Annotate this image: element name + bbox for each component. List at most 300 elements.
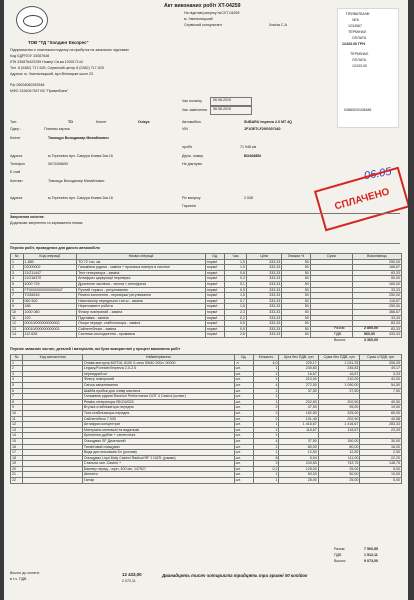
table-cell: 1,0 [225, 265, 247, 271]
complaints-text: Додаткове звернення та зауваження немає. [10, 221, 84, 225]
table-cell: Очищувач SF Дизельний [82, 438, 234, 444]
col-executor: Виконавець [352, 254, 401, 260]
table-cell: Ганчір [82, 478, 234, 484]
table-cell: 1 031,25 [318, 360, 360, 366]
payer-value: Платник картка [44, 127, 70, 131]
table-cell: 13 [11, 427, 23, 433]
table-cell: шт. [234, 422, 253, 428]
table-cell: 433,33 [352, 332, 401, 338]
table-cell: 4,0 [253, 360, 279, 366]
table-cell: 062 602 [23, 298, 77, 304]
table-cell: 1 [253, 444, 279, 450]
table-cell: 743,75 [318, 461, 360, 467]
table-cell: 210,00 [318, 377, 360, 383]
table-cell: Ручний тормоз - регулювання [77, 287, 206, 293]
table-cell: 1 416,67 [318, 422, 360, 428]
table-cell: Ремінь генератора ISKO4/024 [82, 399, 234, 405]
table-cell: 1,5 [225, 304, 247, 310]
table-cell: 250,00 [352, 259, 401, 265]
table-cell: норм/г [205, 265, 224, 271]
table-cell: 1 [253, 422, 279, 428]
col-code: Код операції [23, 254, 77, 260]
table-cell: 160,00 [352, 281, 401, 287]
table-cell: 1000 080 [23, 309, 77, 315]
table-cell: шт. [234, 478, 253, 484]
table-cell: 1,5 [225, 293, 247, 299]
mileage-label: пробіг [182, 145, 193, 149]
table-cell: 50 [282, 259, 310, 265]
table-cell: 40,50 [360, 399, 402, 405]
table-cell: 6 [11, 287, 24, 293]
table-cell: 3 [11, 270, 24, 276]
table-cell: шт. [234, 405, 253, 411]
table-cell: 33,33 [352, 287, 401, 293]
table-cell: шт. [234, 371, 253, 377]
table-cell: шт. [234, 433, 253, 439]
table-cell: 1 090,00 [318, 382, 360, 388]
table-cell: 186 [23, 304, 77, 310]
year-label: Рік випуску [182, 196, 201, 200]
col-sum: Сума [310, 254, 352, 260]
address-label: Адреса [10, 154, 23, 158]
table-cell: шт. [234, 427, 253, 433]
table-cell: 83,33 [352, 270, 401, 276]
col-part-name: Найменування [82, 355, 234, 361]
table-cell: 283,33 [360, 422, 402, 428]
table-cell: Фільтр повітряний [82, 377, 234, 383]
table-cell: 10,00 [360, 472, 402, 478]
table-cell: шт. [234, 416, 253, 422]
table-cell: 33,33 [352, 315, 401, 321]
table-cell: 245,83 [279, 366, 318, 372]
table-cell: 112 626 [23, 332, 77, 338]
table-cell: Олива моторна MOTUL 8100 X-cess 5W40 200л. 00000 [82, 360, 234, 366]
divider [10, 243, 400, 244]
table-cell: 333,33 [246, 270, 281, 276]
table-cell: 210,00 [279, 377, 318, 383]
table-cell: норм/г [205, 304, 224, 310]
city: м. Хмельницький [184, 17, 213, 21]
receipt-line5: ОПЛАТА [352, 36, 367, 40]
col-discount: Знижка % [282, 254, 310, 260]
table-cell: Сайлентблоки - заміна [77, 326, 206, 332]
table-cell: 1 [253, 399, 279, 405]
reg-value: ВО4688ВІ [244, 154, 261, 158]
table-cell: 25,00 [279, 478, 318, 484]
table-cell: 1 [253, 377, 279, 383]
table-cell: 1 [253, 433, 279, 439]
table-cell: норм/г [205, 298, 224, 304]
table-cell: 1 [253, 371, 279, 377]
table-cell: 0,5 [225, 287, 247, 293]
works-grand-label: Всього: [334, 338, 347, 342]
col-time: Час [225, 254, 247, 260]
table-cell: Стальна зап. Castrol + [82, 461, 234, 467]
table-cell: 50 [282, 326, 310, 332]
table-cell: 40,58 [360, 416, 402, 422]
receipt-line3: 1234567 [348, 24, 362, 28]
works-vat-label: ПДВ [334, 332, 342, 336]
table-cell: 16,00 [360, 444, 402, 450]
act-title: Акт виконаних робіт XT-04259 [164, 3, 241, 9]
table-cell: 49,17 [360, 366, 402, 372]
paid-stamp: СПЛАЧЕНО [314, 167, 408, 232]
car-model: SUBARU impreza 2.0 MT 4Q [244, 120, 292, 124]
table-cell: 50 [282, 276, 310, 282]
table-cell: 162,50 [279, 410, 318, 416]
table-cell: 4 [11, 276, 24, 282]
table-cell: 150,00 [318, 438, 360, 444]
table-cell: ТО 72 тис. км [77, 259, 206, 265]
table-cell: 50,00 [318, 472, 360, 478]
table-cell: 4 [253, 382, 279, 388]
total-sum: 12 433,00 [122, 572, 142, 577]
table-cell: 0,2 [225, 315, 247, 321]
table-cell: 333,33 [246, 304, 281, 310]
table-cell: 11 [11, 416, 23, 422]
table-cell: 11 [11, 315, 24, 321]
table-cell: 9 [11, 405, 23, 411]
divider [10, 213, 400, 214]
reg-label: Держ. номер [182, 154, 204, 158]
client-address: м.Тернопіль вул. Самури Клима 2кв.16 [48, 154, 113, 158]
table-cell: 5 [11, 281, 24, 287]
works-total-label: Разом: [334, 326, 346, 330]
table-cell: Вода дистильована 5л (розлив) [82, 450, 234, 456]
table-cell: Свічка запалювання [82, 382, 234, 388]
table-cell: 245,83 [318, 366, 360, 372]
table-cell: 12,50 [318, 450, 360, 456]
payer-label: Одер.: [10, 127, 21, 131]
table-cell: 23,33 [360, 427, 402, 433]
parts-title: Перелік запасних частин, деталей і матеріалів, які були використані у процесі виконання робіт [10, 347, 181, 351]
table-cell: 0,7 [225, 298, 247, 304]
works-vat: 560,00 [364, 332, 375, 336]
table-cell: шт. [234, 388, 253, 394]
table-cell: 8 [11, 298, 24, 304]
table-cell: 50 [282, 281, 310, 287]
table-cell: 8 [11, 399, 23, 405]
contact-address: м.Тернопіль вул. Самури Клима 2кв.16 [48, 196, 113, 200]
table-cell: норм/г [205, 321, 224, 327]
table-cell: 101,45 [279, 416, 318, 422]
table-cell: 2,6 [225, 332, 247, 338]
table-cell: 10 [11, 309, 24, 315]
table-cell: 50 [282, 315, 310, 321]
table-cell: 3,33 [360, 371, 402, 377]
table-cell: 333,33 [246, 287, 281, 293]
table-cell: норм/г [205, 326, 224, 332]
table-cell: шт. [234, 461, 253, 467]
table-cell: Сайлентблок 7.030 [82, 416, 234, 422]
table-cell: 333,33 [246, 326, 281, 332]
table-cell: 333,33 [246, 276, 281, 282]
company-bank: МФО 315405 ПАТ КБ "ПриватБанк" [10, 89, 69, 93]
table-cell: Тест генератора - заміна [77, 270, 206, 276]
table-cell: 366,67 [352, 309, 401, 315]
table-cell: 4 [11, 377, 23, 383]
parts-vat: 1 512,11 [364, 553, 378, 557]
receipt-line2: ЧЕК [352, 18, 359, 22]
table-cell: 20 [11, 466, 23, 472]
table-cell: 229,17 [279, 360, 318, 366]
col-num: № [11, 355, 23, 361]
table-cell: 13 [11, 326, 24, 332]
table-cell: 1 416,67 [279, 422, 318, 428]
works-total: 2 800,00 [364, 326, 378, 330]
table-cell: норм/г [205, 276, 224, 282]
table-cell: 80,00 [279, 444, 318, 450]
table-cell: шт. [234, 450, 253, 456]
table-cell: Бампер перед., чорн, 400 мл, 147527 [82, 466, 234, 472]
table-cell: 80,00 [318, 444, 360, 450]
table-cell: Шайба пробки для зливу мастила [82, 388, 234, 394]
table-cell: Підставка - заміна [77, 315, 206, 321]
table-cell: 111,00 [318, 455, 360, 461]
table-cell: шт. [234, 466, 253, 472]
table-cell: 333,33 [246, 259, 281, 265]
table-cell: 50 [282, 309, 310, 315]
table-cell: 202,50 [279, 399, 318, 405]
table-cell: шт. [234, 472, 253, 478]
table-cell: 50,00 [352, 276, 401, 282]
table-cell: 2 [253, 405, 279, 411]
table-cell [310, 332, 352, 338]
table-cell: 2 [11, 366, 23, 372]
table-cell: 1,5 [225, 259, 247, 265]
table-cell: 14 [11, 433, 23, 439]
table-cell: 5,94 [279, 455, 318, 461]
year-value: 2 008 [244, 196, 253, 200]
address2-label: Адреса [10, 196, 23, 200]
table-cell: 47,50 [279, 405, 318, 411]
table-cell: 30,00 [360, 438, 402, 444]
table-cell: Ремені зчеплення - перевірка/ регулювання [77, 293, 206, 299]
works-title: Перелік робіт, проведених для даного автомобіля [10, 246, 100, 250]
table-cell: 0,2 [253, 466, 279, 472]
table-cell: 83,33 [352, 326, 401, 332]
table-cell: 14 [11, 332, 24, 338]
receipt-amount: 12433.00 ГРН [342, 42, 366, 46]
table-cell: норм/г [205, 287, 224, 293]
table-cell: 7 [11, 394, 23, 400]
table-cell: 116,67 [318, 427, 360, 433]
table-cell: Опори передн. стабілізатора - заміна [77, 321, 206, 327]
col-operation: Назва операції [77, 254, 206, 260]
table-cell: TO84515 [23, 293, 77, 299]
table-cell: 7,50 [360, 388, 402, 394]
car-label: Автомобіль [182, 120, 202, 124]
table-cell: 10 [11, 410, 23, 416]
table-cell: 333,33 [246, 298, 281, 304]
table-cell: 25,00 [318, 466, 360, 472]
col-unit: Од. [234, 355, 253, 361]
table-cell: 1 [253, 450, 279, 456]
table-cell: 148,75 [360, 461, 402, 467]
total-words: Дванадцять тисяч чотириста тридцять три гривні 00 копійок [162, 573, 308, 578]
table-cell: 1 [253, 472, 279, 478]
table-cell: шт. [234, 377, 253, 383]
col-num: № [11, 254, 24, 260]
table-cell: 17 [11, 450, 23, 456]
table-cell: 4000 729 [23, 281, 77, 287]
table-cell: 02000002 [23, 265, 77, 271]
table-cell: 1 [11, 360, 23, 366]
table-cell: 333,33 [246, 293, 281, 299]
parts-grand-label: Всього: [334, 559, 347, 563]
table-cell: 18 [11, 455, 23, 461]
cleaning-status: Очікує [138, 120, 150, 124]
type-label: Тип: [10, 120, 17, 124]
table-cell: 15 [11, 438, 23, 444]
type-value: ТО [68, 120, 73, 124]
table-cell: 00010/000000000000 [23, 321, 77, 327]
table-cell: 116,67 [279, 427, 318, 433]
receipt-line7: ТЕРМІНАЛ [350, 52, 369, 56]
table-cell: .л [234, 360, 253, 366]
table-cell: 83,33 [352, 321, 401, 327]
contact-name: Томощук Володимир Михайлович [48, 179, 105, 183]
table-cell: норм/г [205, 270, 224, 276]
complaints-title: Звернення клієнта: [10, 215, 45, 219]
table-cell: Система охолодження - промивка [77, 332, 206, 338]
table-cell: Нерегламент робота [77, 304, 206, 310]
table-cell: шт. [234, 382, 253, 388]
col-unit: Од. [205, 254, 224, 260]
table-cell: 50 [282, 287, 310, 293]
receipt-code: 0388003/V08486 [344, 108, 372, 112]
table-cell: 206,25 [360, 360, 402, 366]
table-cell: шт. [234, 455, 253, 461]
table-cell: 37,50 [279, 438, 318, 444]
company-phone: Тел. 8 (0382) 717-525, Сервісний центр 8 (0382) 717-525 [10, 66, 104, 70]
table-cell: 0,1 [225, 281, 247, 287]
phone-label: Телефон [10, 162, 25, 166]
parts-total-label: Разом: [334, 547, 346, 551]
table-cell: 5 [11, 382, 23, 388]
table-cell: 2 [11, 265, 24, 271]
table-cell: 22 [11, 478, 23, 484]
works-grand: 3 360,00 [364, 338, 378, 342]
col-qty: Кількість [253, 355, 279, 361]
table-cell: Гальмівна рідина - заміна + прокачка повітря в системі [77, 265, 206, 271]
table-cell: 22,20 [360, 455, 402, 461]
table-cell: 333,33 [246, 309, 281, 315]
invoice-ref: На підставі рахунку №СХТ-04259 [184, 11, 240, 15]
table-cell: норм/г [205, 259, 224, 265]
table-cell: 95,00 [318, 405, 360, 411]
table-cell: 2 [253, 410, 279, 416]
table-cell: 54,50 [360, 382, 402, 388]
col-price: Ціна [246, 254, 281, 260]
consultant-label: Сервісний консультант [184, 23, 223, 27]
company-vat: Підприємство є платником податку на прибуток на загальних підставах [10, 48, 129, 52]
company-account: Р/р 26004060392548 [10, 83, 45, 87]
table-cell: Матеріали монтажні та видаткові [82, 427, 234, 433]
table-cell: Антифриз концентрат [82, 422, 234, 428]
table-cell: 16,67 [279, 371, 318, 377]
table-cell: 6 [11, 388, 23, 394]
table-cell: 50 [282, 321, 310, 327]
client-short-label: Клієнт [96, 120, 107, 124]
table-cell: 50 [282, 298, 310, 304]
table-cell: Фільтр повітряний - заміна [77, 309, 206, 315]
table-cell: 11/211447 [23, 270, 77, 276]
parts-total: 7 560,55 [364, 547, 378, 551]
table-cell: норм/г [205, 315, 224, 321]
col-sum: Сума без ПДВ, грн [318, 355, 360, 361]
company-edrpou: Код ЄДРПОУ 33087648 [10, 54, 50, 58]
table-cell: 12 [11, 321, 24, 327]
finish-label: Час закінчення [182, 108, 207, 112]
table-cell: норм/г [205, 281, 224, 287]
table-cell: 202,50 [318, 399, 360, 405]
table-cell: 250,00 [352, 304, 401, 310]
table-cell: 7 [11, 293, 24, 299]
table-cell: 50 [282, 270, 310, 276]
table-cell: Гальмівна рідина Ravenol Performance DOT 4 Castrol (шлянг) [82, 394, 234, 400]
table-cell: 1 [253, 388, 279, 394]
col-sum-vat: Сума з ПДВ, грн [360, 355, 402, 361]
table-cell: норм/г [205, 332, 224, 338]
table-cell: Legacy/Forester/Impreza 2,0-2,5 [82, 366, 234, 372]
table-cell: 120 [23, 315, 77, 321]
table-cell: 243,83 [279, 461, 318, 467]
table-cell: 5,00 [360, 478, 402, 484]
table-cell: 1 [253, 394, 279, 400]
table-cell: 166,67 [352, 265, 401, 271]
table-cell: 8 [253, 455, 279, 461]
table-cell: 37,50 [279, 388, 318, 394]
table-cell: 50 [282, 265, 310, 271]
table-cell: 2,50 [360, 450, 402, 456]
table-cell: перехідний кл [82, 371, 234, 377]
company-ipn: ІПН 330876422255 Номер Св-ва 100017144 [10, 60, 83, 64]
table-cell: 37,50 [318, 388, 360, 394]
table-cell: 4 [253, 438, 279, 444]
table-cell: 16,67 [318, 371, 360, 377]
table-cell: 3 [11, 371, 23, 377]
start-date: 06.06.2019 [213, 98, 231, 102]
company-address: Адреса: м. Хмельницький, вул.Вінницьке шосе 23 [10, 72, 94, 76]
table-cell: 202,90 [318, 416, 360, 422]
table-cell: 0,3 [225, 276, 247, 282]
vin-label: VIN [182, 127, 188, 131]
total-label: Всього до сплати: [10, 571, 40, 575]
table-row [11, 478, 402, 484]
table-cell: норм/г [205, 293, 224, 299]
table-cell: 50 [282, 293, 310, 299]
receipt-line4: ТЕРМІНАЛ [348, 30, 367, 34]
note: Не діагнуєм [182, 162, 202, 166]
company-name: ТОВ "ТД "Холдинг Експрес" [28, 40, 89, 45]
table-cell: 333,33 [246, 321, 281, 327]
receipt-line8: ОПЛАТА [352, 58, 367, 62]
table-cell: шт. [234, 438, 253, 444]
table-cell: 19,00 [360, 405, 402, 411]
table-cell: 2,3 [225, 309, 247, 315]
table-cell: 0,5 [225, 321, 247, 327]
table-cell: 116,67 [352, 298, 401, 304]
col-part-code: Код запчастини [23, 355, 83, 361]
table-cell: 1 [253, 427, 279, 433]
table-cell: Кріплення дрібне + сантехнічні [82, 433, 234, 439]
table-cell: 9 [11, 304, 24, 310]
pos-receipt [337, 8, 399, 128]
client-phone: 0673406690 [48, 162, 68, 166]
receipt-line9: 12433.00 [352, 64, 367, 68]
table-cell: шт. [234, 399, 253, 405]
